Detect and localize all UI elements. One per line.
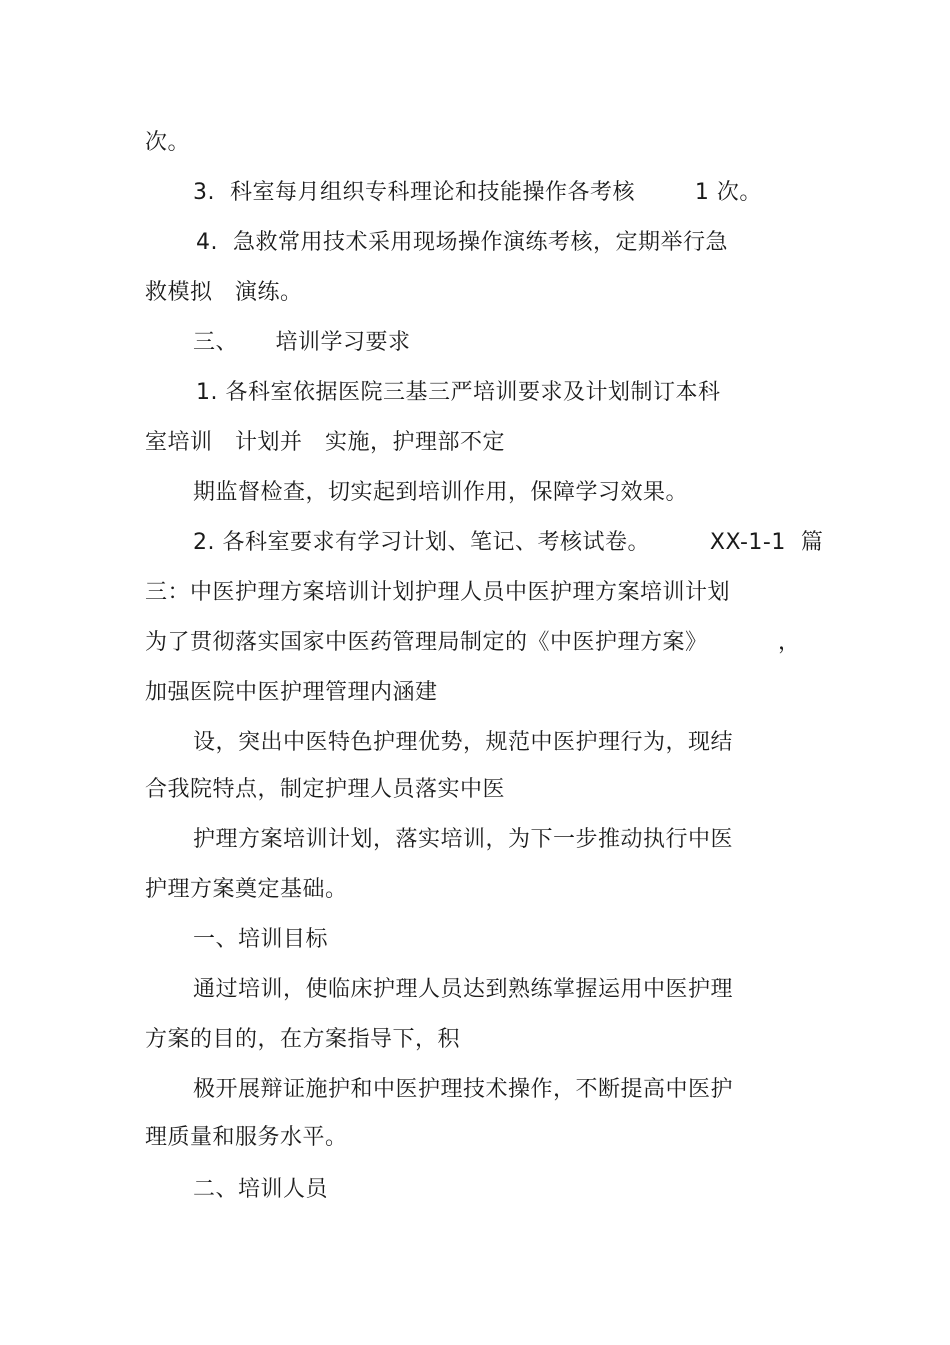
text-line: 1. 各科室依据医院三基三严培训要求及计划制订本科 [196,380,721,405]
text-line: 极开展辩证施护和中医护理技术操作，不断提高中医护 [193,1077,734,1102]
text-line: 设，突出中医特色护理优势，规范中医护理行为，现结 [193,730,734,755]
text-line: 护理方案奠定基础。 [145,877,348,902]
section-heading: 二、培训人员 [193,1177,329,1202]
text-line: 理质量和服务水平。 [145,1125,348,1150]
text-line: 合我院特点，制定护理人员落实中医 [145,777,506,802]
text-line: 为了贯彻落实国家中医药管理局制定的《中医护理方案》 [145,630,708,655]
text-line: 4. 急救常用技术采用现场操作演练考核，定期举行急 [196,230,728,255]
text-line: 救模拟 演练。 [145,280,303,305]
section-heading: 一、培训目标 [193,927,329,952]
text-line: 3. 科室每月组织专科理论和技能操作各考核 1 次。 [193,180,762,205]
text-line: 次。 [145,130,191,155]
section-heading: 三、 培训学习要求 [193,330,411,355]
text-line: 方案的目的，在方案指导下，积 [145,1027,461,1052]
text-line: 室培训 计划并 实施，护理部不定 [145,430,505,455]
text-line: 通过培训，使临床护理人员达到熟练掌握运用中医护理 [193,977,734,1002]
text-line: 三：中医护理方案培训计划护理人员中医护理方案培训计划 [145,580,731,605]
text-line: 护理方案培训计划，落实培训，为下一步推动执行中医 [193,827,734,852]
text-line: ， [778,630,801,655]
text-line: 加强医院中医护理管理内涵建 [145,680,438,705]
text-line: 2. 各科室要求有学习计划、笔记、考核试卷。 XX-1-1 篇 [193,530,824,555]
text-line: 期监督检查，切实起到培训作用，保障学习效果。 [193,480,689,505]
